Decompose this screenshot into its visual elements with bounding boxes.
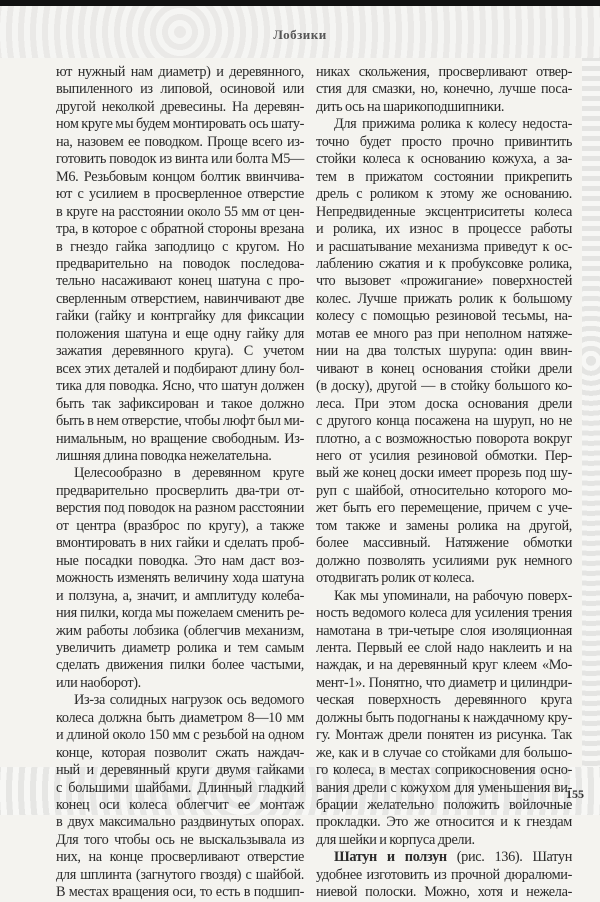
text-line: леса. При этом доска основания дрели: [316, 395, 572, 412]
text-line: в гнездо гайка заподлицо с кругом. Но: [56, 238, 304, 255]
text-line: готовить поводок из винта или болта М5—: [56, 151, 304, 168]
text-line: руп с шайбой, относительно которого мо-: [316, 482, 572, 499]
page-number: 155: [566, 787, 584, 801]
text-line: них, на конце просверливают отверстие: [56, 849, 304, 866]
running-header: Лобзики: [273, 27, 327, 42]
text-line: ют нужный нам диаметр) и деревянного,: [56, 64, 304, 80]
lace-border-right: [582, 58, 600, 815]
text-line: гу. Монтаж дрели понятен из рисунка. Так: [316, 727, 572, 744]
text-line: мент-1». Понятно, что диаметр и цилиндри-: [316, 674, 572, 691]
text-line: должны быть подогнаны к наждачному кру-: [316, 709, 572, 726]
text-line: колес. Лучше прижать ролик к большому: [316, 290, 572, 307]
text-line: удобнее изготовить из прочной дюралюми-: [316, 866, 572, 883]
text-line: сделать движения пилки более частыми,: [56, 657, 304, 674]
text-line: или наоборот).: [56, 674, 141, 691]
text-line: Из-за солидных нагрузок ось ведомого: [74, 692, 304, 709]
text-line: и расшатывание механизма приведут к ос-: [316, 238, 572, 255]
text-line: ный и деревянный круги двумя гайками: [56, 762, 304, 779]
text-line: чивают в конец основания стойки дрели: [316, 360, 572, 377]
text-line: можность изменять величину хода шатуна: [56, 570, 304, 587]
text-line: лаблению сжатия и к пробуксовке ролика,: [316, 255, 572, 272]
text-line: него от усилия резиновой обмотки. Пер-: [316, 447, 572, 464]
paragraph: [56, 64, 304, 465]
text-line: ниевой полоски. Можно, хотя и нежела-: [316, 884, 572, 901]
text-line: прокладки. Это же относится и к гнездам: [316, 814, 572, 831]
text-line: В местах вращения оси, то есть в подшип-: [56, 884, 304, 901]
text-line: колеса должна быть диаметром 8—10 мм: [56, 709, 304, 726]
text-line: что вызовет «прожигание» поверхностей: [316, 273, 572, 290]
paragraph: [316, 849, 572, 901]
text-line: и ползуна, а, значит, и амплитуду колеба-: [56, 587, 304, 604]
text-line: брации желательно положить войлочные: [316, 797, 572, 814]
text-line: конце, которая позволит сжать наждач-: [56, 744, 304, 761]
text-line: положения шатуна и еще одну гайку для: [56, 325, 304, 342]
text-line: лишняя длина поводка нежелательна.: [56, 447, 272, 464]
text-line: от центра (вразброс по кругу), а также: [56, 517, 304, 534]
text-line: увеличить диаметр ролика и тем самым: [56, 639, 304, 656]
text-line: всех этих деталей и подбирают длину бол-: [56, 360, 304, 377]
text-line: вмонтировать в них гайки и сделать проб-: [56, 535, 304, 552]
text-line: гайки (гайку и контргайку для фиксации: [56, 308, 304, 325]
text-line: жим работы лобзика (облегчив механизм,: [56, 622, 304, 639]
text-line: намотана в три-четыре слоя изоляционная: [316, 622, 572, 639]
text-line: в круге на расстоянии около 55 мм от цен-: [56, 203, 304, 220]
text-line: ния пилки, когда мы пожелаем сменить ре-: [56, 605, 304, 622]
paragraph: [316, 116, 572, 587]
text-line: и длиной около 150 мм с резьбой на одном: [56, 727, 304, 744]
text-line: мотав ее много раз при неполном натяже-: [316, 325, 572, 342]
text-line: Целесообразно в деревянном круге: [74, 465, 304, 482]
text-line: ют с усилием в просверленное отверстие: [56, 186, 304, 203]
text-run: (рис. 136). Шатун: [446, 849, 572, 866]
text-line: тем в прижатом состоянии прикрепить: [316, 168, 572, 185]
text-line: для шплинта (загнутого гвоздя) с шайбой.: [56, 866, 304, 883]
text-line: же, как и в случае со стойками для большо-: [316, 744, 572, 761]
text-line: ные посадки поводка. Это нам даст воз-: [56, 552, 304, 569]
text-line: и ролика, их износ в процессе работы: [316, 221, 572, 238]
text-line: М6. Резьбовым концом болтик ввинчива-: [56, 168, 304, 185]
text-line: выпиленного из липовой, осиновой или: [56, 81, 304, 98]
text-line: колесу с помощью резиновой тесьмы, на-: [316, 308, 572, 325]
text-line: в двух максимально раздвинутых опорах.: [56, 814, 304, 831]
text-line: на, назовем ее поводком. Проще всего из-: [56, 133, 304, 150]
text-line: плотно, а с возможностью поворота вокруг: [316, 430, 572, 447]
text-line: конец оси колеса облегчит ее монтаж: [56, 797, 304, 814]
text-line: Для того чтобы ось не выскальзывала из: [56, 831, 304, 848]
text-line: Непредвиденные эксцентриситеты колеса: [316, 203, 572, 220]
text-column-right: [316, 64, 572, 902]
text-line: тельно насаживают конец шатуна с про-: [56, 273, 304, 290]
text-line: стойки колеса к основанию кожуха, а за-: [316, 151, 572, 168]
text-line: тика для поводка. Ясно, что шатун должен: [56, 378, 304, 395]
text-line: том также и замены ролика на другой,: [316, 517, 572, 534]
text-line: ность ведомого колеса для усиления трения: [316, 605, 572, 622]
text-line: нии на два толстых шурупа: один ввин-: [316, 343, 572, 360]
text-line: зажатия деревянного круга). С учетом: [56, 343, 304, 360]
paragraph: [56, 692, 304, 901]
text-line: более массивный. Натяжение обмотки: [316, 535, 572, 552]
text-line: с другого конца посажена на шуруп, но не: [316, 413, 572, 430]
text-line: точно будет просто прочно привинтить: [316, 133, 572, 150]
text-line: верстия под поводок на разном расстоянии: [56, 500, 304, 517]
text-line: другой неколкой древесины. На деревян-: [56, 98, 304, 115]
text-line: должно позволять усилиями рук немного: [316, 552, 572, 569]
text-line: никах скольжения, просверливают отвер-: [316, 64, 572, 80]
text-line: тра, в которое с обратной стороны врезана: [56, 221, 304, 238]
paragraph: [56, 465, 304, 692]
text-line: Как мы упоминали, на рабочую поверх-: [334, 587, 572, 604]
text-column-left: [56, 64, 304, 902]
text-line: Для прижима ролика к колесу недоста-: [334, 116, 572, 133]
text-line: отодвигать ролик от колеса.: [316, 570, 475, 587]
paragraph: [316, 588, 572, 850]
text-line: дить ось на шарикоподшипники.: [316, 98, 505, 115]
text-line: ном круге мы будем монтировать ось шату-: [56, 116, 305, 133]
text-line: вания дрели с кожухом для уменьшения ви-: [316, 779, 572, 796]
text-line: дрель с роликом к этому же основанию.: [316, 186, 572, 203]
text-line: [316, 849, 572, 866]
text-line: быть так зафиксирован и такое должно: [56, 395, 304, 412]
text-line: жет быть его перемещение, причем с уче-: [316, 500, 572, 517]
text-line: вый же конец доски имеет прорезь под шу-: [316, 465, 572, 482]
text-line: предварительно на поводок последова-: [56, 255, 304, 272]
text-line: для шейки и корпуса дрели.: [316, 831, 475, 848]
section-heading: Шатун и ползун: [334, 849, 447, 866]
text-line: с большими шайбами. Длинный гладкий: [56, 779, 304, 796]
text-line: сверленным отверстием, навинчивают две: [56, 290, 304, 307]
text-line: быть в нем отверстие, чтобы люфт был ми-: [56, 413, 304, 430]
text-line: го колеса, в местах соприкосновения осно-: [316, 762, 572, 779]
text-line: предварительно просверлить два-три от-: [56, 482, 304, 499]
text-line: стия для смазки, но, конечно, лучше поса-: [316, 81, 572, 98]
text-line: нимальным, но вращение свободным. Из-: [56, 430, 304, 447]
paragraph: [316, 64, 572, 116]
text-line: наждак, и на деревянный круг клеем «Мо-: [316, 657, 572, 674]
text-line: (в доску), другой — в стойку большого ко-: [316, 378, 572, 395]
text-line: ческая поверхность деревянного круга: [316, 692, 572, 709]
text-line: лента. Первый ее слой надо наклеить и на: [316, 639, 572, 656]
